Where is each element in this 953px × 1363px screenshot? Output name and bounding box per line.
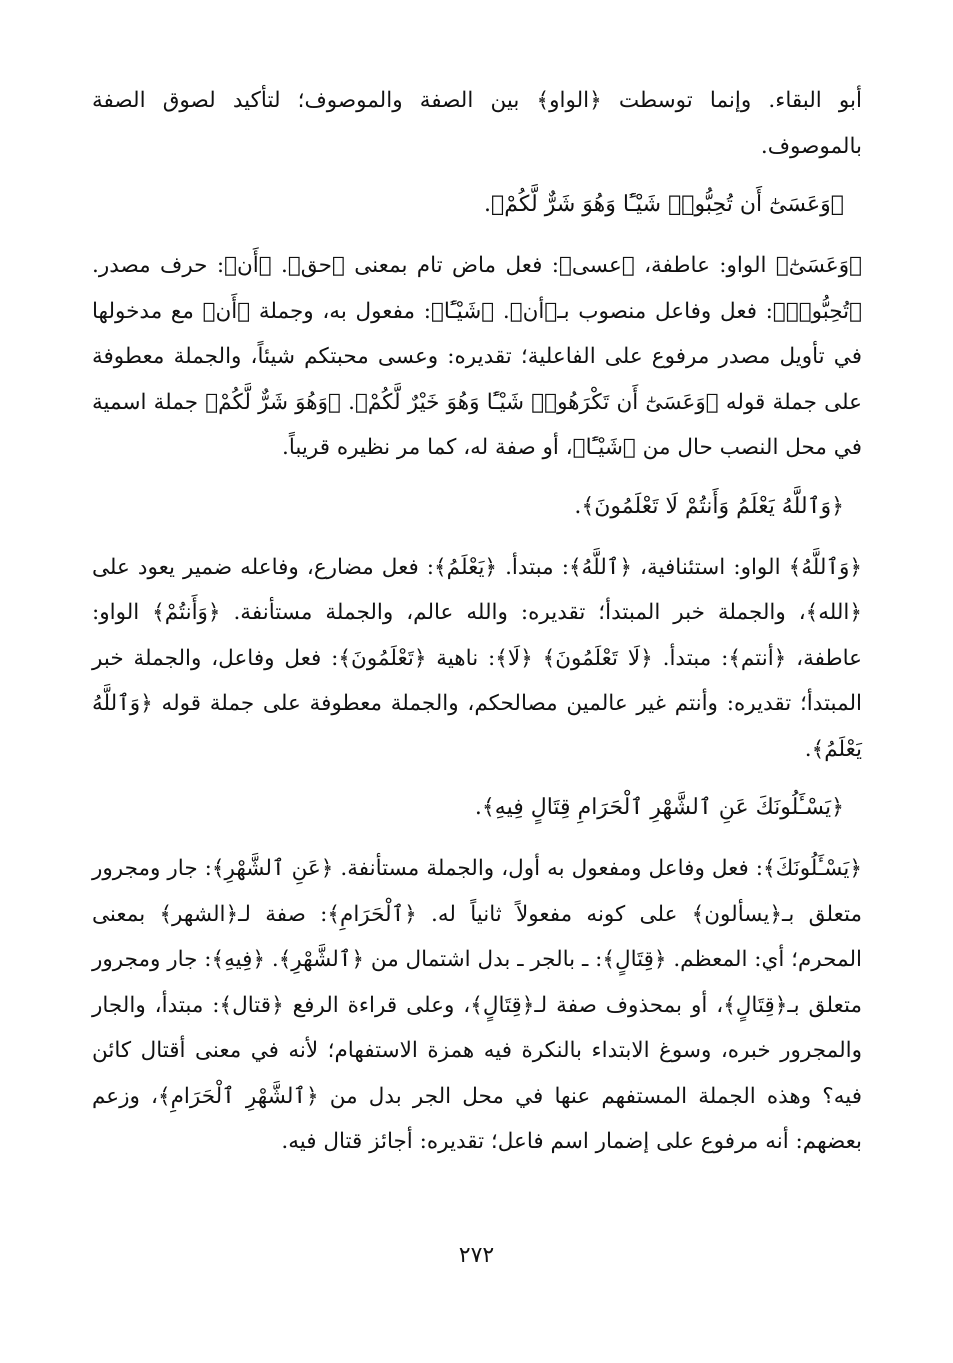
verse-1: ﴿وَعَسَىٰٓ أَن تُحِبُّوا۟ شَيْـًٔا وَهُوَ شَرٌّ لَّكُمْ﴾. <box>484 192 844 217</box>
paragraph-analysis-2: ﴿وَٱللَّهُ﴾ الواو: استئنافية، ﴿ٱللَّهُ﴾: مبتدأ. ﴿يَعْلَمُ﴾: فعل مضارع، وفاعله ضمير يعود على ﴿الله﴾، والجملة خبر المبتدأ؛ تقديره: والله عالم، والجملة مستأنفة. ﴿وَأَنتُمْ﴾ الواو: عاطفة، ﴿أنتم﴾: مبتدأ. ﴿لَا تَعْلَمُونَ﴾ ﴿لَا﴾: ناهية ﴿تَعْلَمُونَ﴾: فعل وفاعل، والجملة خبر المبتدأ؛ تقديره: وأنتم غير عالمين مصالحكم، والجملة معطوفة على جملة قوله ﴿وَٱللَّهُ يَعْلَمُ﴾. <box>92 554 862 762</box>
paragraph-analysis-3: ﴿يَسْـَٔلُونَكَ﴾: فعل وفاعل ومفعول به أول، والجملة مستأنفة. ﴿عَنِ ٱلشَّهْرِ﴾: جار ومجرور متعلق بـ﴿يسألون﴾ على كونه مفعولاً ثانياً له. ﴿ٱلْحَرَامِ﴾: صفة لـ﴿الشهر﴾ بمعنى المحرم؛ أي: المعظم. ﴿قِتَالٍ﴾: ـ بالجر ـ بدل اشتمال من ﴿ٱلشَّهْرِ﴾. ﴿فِيهِ﴾: جار ومجرور متعلق بـ﴿قِتَالٍ﴾، أو بمحذوف صفة لـ﴿قِتَالٍ﴾، وعلى قراءة الرفع ﴿قتال﴾: مبتدأ، والجار والمجرور خبره، وسوغ الابتداء بالنكرة فيه همزة الاستفهام؛ لأنه في معنى أقتال كائن فيه؟ وهذه الجملة المستفهم عنها في محل الجر بدل من ﴿ٱلشَّهْرِ ٱلْحَرَامِ﴾، وزعم بعضهم: أنه مرفوع على إضمار اسم فاعل؛ تقديره: أجائز قتال فيه. <box>92 856 862 1154</box>
verse-2: ﴿وَٱللَّهُ يَعْلَمُ وَأَنتُمْ لَا تَعْلَمُونَ﴾. <box>574 493 844 519</box>
page-body <box>92 78 862 1165</box>
verse-3: ﴿يَسْـَٔلُونَكَ عَنِ ٱلشَّهْرِ ٱلْحَرَامِ قِتَالٍ فِيهِ﴾. <box>474 795 844 820</box>
paragraph-analysis-1: ﴿وَعَسَىٰٓ﴾ الواو: عاطفة، ﴿عسى﴾: فعل ماض تام بمعنى ﴿حق﴾. ﴿أَن﴾: حرف مصدر. ﴿تُحِبُّوا۟﴾: فعل وفاعل منصوب بـ﴿أن﴾. ﴿شَيْـًٔا﴾: مفعول به، وجملة ﴿أَن﴾ مع مدخولها في تأويل مصدر مرفوع على الفاعلية؛ تقديره: وعسى محبتكم شيئاً، والجملة معطوفة على جملة قوله ﴿وَعَسَىٰٓ أَن تَكْرَهُوا۟ شَيْـًٔا وَهُوَ خَيْرٌ لَّكُمْ﴾. ﴿وَهُوَ شَرٌّ لَّكُمْ﴾ جملة اسمية في محل النصب حال من ﴿شَيْـًٔا﴾، أو صفة له، كما مر نظيره قريباً. <box>92 253 862 460</box>
paragraph-intro: أبو البقاء. وإنما توسطت ﴿الواو﴾ بين الصفة والموصوف؛ لتأكيد لصوق الصفة بالموصوف. <box>92 88 862 159</box>
page-number: ٢٧٢ <box>458 1243 495 1268</box>
